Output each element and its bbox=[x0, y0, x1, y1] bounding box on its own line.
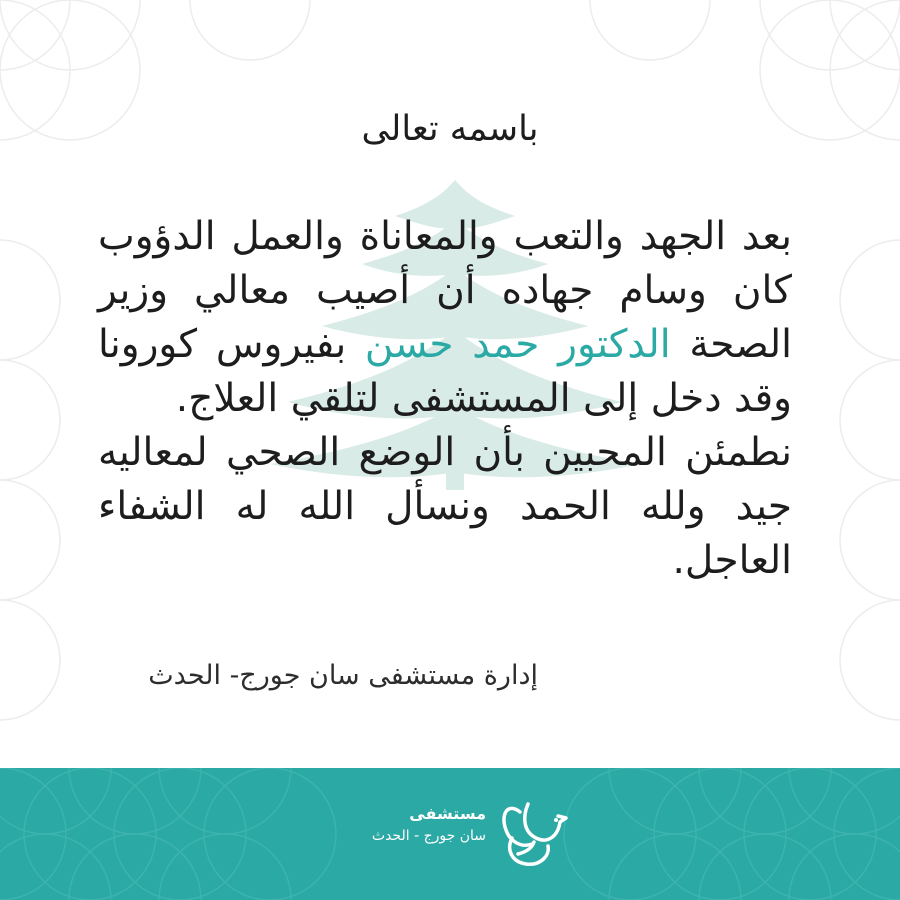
footer-banner bbox=[0, 768, 900, 900]
logo-line1: مستشفى bbox=[409, 804, 486, 823]
body-text-part1: بعد الجهد والتعب والمعاناة والعمل الدؤوب كان وسام جهاده أن أصيب معالي وزير الصحة bbox=[98, 214, 792, 367]
minister-name-highlight: الدكتور حمد حسن bbox=[364, 322, 671, 367]
post-heading: باسمه تعالى bbox=[361, 109, 539, 149]
dove-icon bbox=[492, 792, 570, 872]
logo-line2: سان جورج - الحدث bbox=[371, 828, 486, 844]
logo-text bbox=[372, 802, 486, 846]
body-text-part2: بفيروس كورونا وقد دخل إلى المستشفى لتلقي العلاج. bbox=[98, 322, 792, 421]
body-text-paragraph2: نطمئن المحبين بأن الوضع الصحي لمعاليه جيد ولله الحمد ونسأل الله له الشفاء العاجل. bbox=[98, 430, 792, 583]
announcement-body bbox=[98, 210, 792, 588]
signature: إدارة مستشفى سان جورج- الحدث bbox=[148, 660, 538, 691]
hospital-logo bbox=[340, 792, 570, 872]
